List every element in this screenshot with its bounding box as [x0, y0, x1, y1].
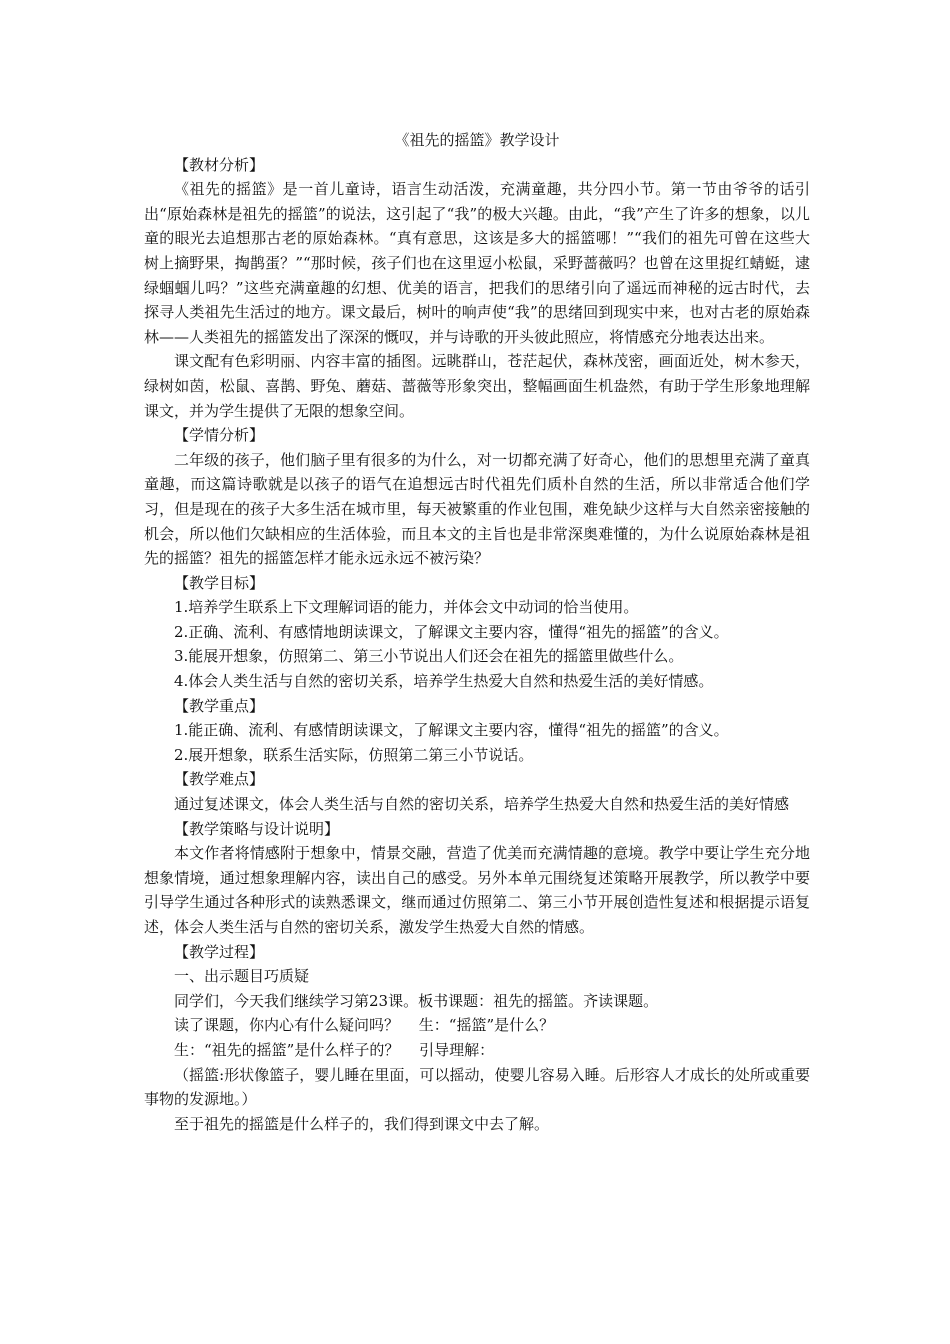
heading-teaching-goals: 【教学目标】: [174, 573, 265, 592]
paragraph: 同学们，今天我们继续学习第23课。板书课题：祖先的摇篮。齐读课题。: [174, 991, 659, 1010]
paragraph: （摇篮:形状像篮子，婴儿睡在里面，可以摇动，使婴儿容易入睡。后形容人才成长的处所或重要事物的发源地。）: [144, 1065, 810, 1109]
list-item: 4.体会人类生活与自然的密切关系，培养学生热爱大自然和热爱生活的美好情感。: [174, 672, 714, 691]
paragraph: 至于祖先的摇篮是什么样子的，我们得到课文中去了解。: [174, 1114, 550, 1133]
heading-strategy: 【教学策略与设计说明】: [174, 819, 340, 838]
list-item: 1.培养学生联系上下文理解词语的能力，并体会文中动词的恰当使用。: [174, 598, 639, 617]
list-item: 2.正确、流利、有感情地朗读课文，了解课文主要内容，懂得“祖先的摇篮”的含义。: [174, 622, 729, 641]
heading-key-points: 【教学重点】: [174, 696, 265, 715]
list-item: 1.能正确、流利、有感情朗读课文，了解课文主要内容，懂得“祖先的摇篮”的含义。: [174, 721, 729, 740]
heading-difficulties: 【教学难点】: [174, 770, 265, 789]
heading-teaching-process: 【教学过程】: [174, 942, 265, 961]
process-step-title: 一、出示题目巧质疑: [174, 967, 310, 986]
heading-student-analysis: 【学情分析】: [174, 426, 265, 445]
paragraph: 课文配有色彩明丽、内容丰富的插图。远眺群山，苍茫起伏，森林茂密，画面近处，树木参天，绿树如茵，松鼠、喜鹊、野兔、蘑菇、蔷薇等形象突出，整幅画面生机盎然，有助于学生形象地理解课文，并为学生提供了无限的想象空间。: [144, 352, 810, 420]
paragraph: 本文作者将情感附于想象中，情景交融，营造了优美而充满情趣的意境。教学中要让学生充分地想象情境，通过想象理解内容，读出自己的感受。另外本单元围绕复述策略开展教学，所以教学中要引导学生通过各种形式的读熟悉课文，继而通过仿照第二、第三小节开展创造性复述和根据提示语复述，体会人类生活与自然的密切关系，激发学生热爱大自然的情感。: [144, 844, 810, 936]
list-item: 2.展开想象，联系生活实际，仿照第二第三小节说话。: [174, 745, 534, 764]
paragraph: 《祖先的摇篮》是一首儿童诗，语言生动活泼，充满童趣，共分四小节。第一节由爷爷的话引出“原始森林是祖先的摇篮”的说法，这引起了“我”的极大兴趣。由此，“我”产生了许多的想象，以儿童的眼光去追想那古老的原始森林。“真有意思，这该是多大的摇篮哪！”“我们的祖先可曾在这些大树上摘野果，掏鹊蛋？”“那时候，孩子们也在这里逗小松鼠，采野蔷薇吗？也曾在这里捉红蜻蜓，逮绿蝈蝈儿吗？”这些充满童趣的幻想、优美的语言，把我们的思绪引向了遥远而神秘的远古时代，去探寻人类祖先生活过的地方。课文最后，树叶的响声使“我”的思绪回到现实中来，也对古老的原始森林——人类祖先的摇篮发出了深深的慨叹，并与诗歌的开头彼此照应，将情感充分地表达出来。: [144, 180, 810, 346]
paragraph: 通过复述课文，体会人类生活与自然的密切关系，培养学生热爱大自然和热爱生活的美好情感: [174, 795, 790, 814]
document-title: 《祖先的摇篮》教学设计: [394, 131, 560, 149]
document-page: [144, 128, 810, 1136]
heading-material-analysis: 【教材分析】: [174, 155, 265, 174]
paragraph: 读了课题，你内心有什么疑问吗？ 生：“摇篮”是什么？: [174, 1016, 555, 1035]
paragraph: 生：“祖先的摇篮”是什么样子的？ 引导理解：: [174, 1040, 495, 1059]
list-item: 3.能展开想象，仿照第二、第三小节说出人们还会在祖先的摇篮里做些什么。: [174, 647, 684, 666]
paragraph: 二年级的孩子，他们脑子里有很多的为什么，对一切都充满了好奇心，他们的思想里充满了童真童趣，而这篇诗歌就是以孩子的语气在追想远古时代祖先们质朴自然的生活，所以非常适合他们学习，但是现在的孩子大多生活在城市里，每天被繁重的作业包围，难免缺少这样与大自然亲密接触的机会，所以他们欠缺相应的生活体验，而且本文的主旨也是非常深奥难懂的，为什么说原始森林是祖先的摇篮？祖先的摇篮怎样才能永远永远不被污染？: [144, 450, 810, 568]
